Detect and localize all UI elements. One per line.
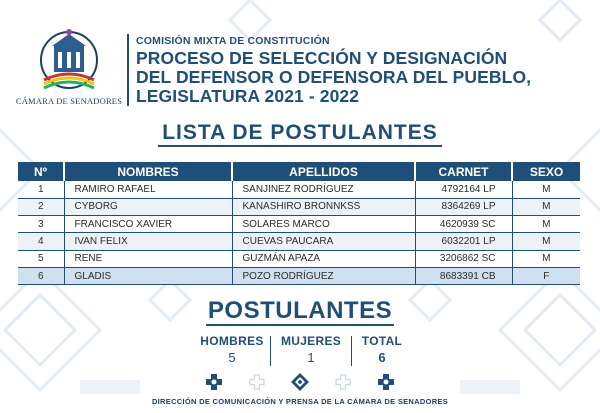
logo-caption: CÁMARA DE SENADORES bbox=[15, 96, 123, 106]
title-line: DEL DEFENSOR O DEFENSORA DEL PUEBLO, bbox=[136, 67, 532, 87]
count-label: TOTAL bbox=[361, 334, 403, 348]
column-header-number: Nº bbox=[18, 162, 64, 181]
summary-counts bbox=[190, 334, 420, 370]
table-row bbox=[18, 250, 580, 267]
senate-logo bbox=[14, 24, 124, 108]
table-row bbox=[18, 181, 580, 198]
cell-carnet: 6032201 LP bbox=[415, 233, 512, 250]
decorative-icons-row bbox=[0, 372, 600, 392]
column-header-carnet: CARNET bbox=[415, 162, 512, 181]
count-divider bbox=[351, 336, 352, 366]
andean-cross-light-icon bbox=[336, 375, 350, 389]
footer-credit: DIRECCIÓN DE COMUNICACIÓN Y PRENSA DE LA CÁMARA DE SENADORES bbox=[151, 397, 449, 406]
cell-sexo: M bbox=[512, 233, 580, 250]
cell-nombres: RENE bbox=[64, 250, 232, 267]
cell-sexo: F bbox=[512, 267, 580, 284]
count-value: 5 bbox=[228, 350, 236, 365]
andean-cross-light-icon bbox=[250, 375, 264, 389]
cell-carnet: 8364269 LP bbox=[415, 198, 512, 215]
title-line: LEGISLATURA 2021 - 2022 bbox=[136, 86, 360, 106]
cell-apellidos: CUEVAS PAUCARA bbox=[232, 233, 415, 250]
cell-apellidos: POZO RODRÍGUEZ bbox=[232, 267, 415, 284]
count-mujeres bbox=[276, 334, 346, 365]
cell-apellidos: KANASHIRO BRONNKSS bbox=[232, 198, 415, 215]
cell-carnet: 4792164 LP bbox=[415, 181, 512, 198]
senate-building-icon bbox=[14, 24, 124, 96]
cell-number: 5 bbox=[18, 250, 64, 267]
count-label: MUJERES bbox=[280, 334, 342, 348]
page-title bbox=[136, 49, 596, 106]
cell-carnet: 4620939 SC bbox=[415, 216, 512, 233]
summary-heading-text: POSTULANTES bbox=[207, 297, 393, 324]
cell-carnet: 8683391 CB bbox=[415, 267, 512, 284]
count-value: 6 bbox=[378, 350, 386, 365]
cell-number: 6 bbox=[18, 267, 64, 284]
count-label: HOMBRES bbox=[200, 334, 264, 348]
commission-name: COMISIÓN MIXTA DE CONSTITUCIÓN bbox=[136, 35, 330, 47]
cell-nombres: CYBORG bbox=[64, 198, 232, 215]
cell-apellidos: GUZMÁN APAZA bbox=[232, 250, 415, 267]
cell-nombres: GLADIS bbox=[64, 267, 232, 284]
title-line: PROCESO DE SELECCIÓN Y DESIGNACIÓN bbox=[136, 48, 508, 68]
cell-sexo: M bbox=[512, 216, 580, 233]
wiphala-emblem-icon bbox=[291, 373, 309, 391]
list-heading bbox=[0, 121, 600, 145]
cell-apellidos: SANJINEZ RODRÍGUEZ bbox=[232, 181, 415, 198]
cell-number: 4 bbox=[18, 233, 64, 250]
cell-number: 1 bbox=[18, 181, 64, 198]
table-row bbox=[18, 233, 580, 250]
header-divider bbox=[127, 34, 129, 106]
count-value: 1 bbox=[307, 350, 315, 365]
cell-nombres: FRANCISCO XAVIER bbox=[64, 216, 232, 233]
cell-number: 3 bbox=[18, 216, 64, 233]
summary-heading bbox=[0, 297, 600, 325]
cell-sexo: M bbox=[512, 181, 580, 198]
andean-cross-icon bbox=[378, 374, 394, 390]
cell-sexo: M bbox=[512, 250, 580, 267]
cell-nombres: RAMIRO RAFAEL bbox=[64, 181, 232, 198]
cell-number: 2 bbox=[18, 198, 64, 215]
count-divider bbox=[270, 336, 271, 366]
cell-carnet: 3206862 SC bbox=[415, 250, 512, 267]
andean-cross-icon bbox=[206, 374, 222, 390]
count-hombres bbox=[194, 334, 270, 365]
table-row bbox=[18, 216, 580, 233]
column-header-apellidos: APELLIDOS bbox=[232, 162, 415, 181]
column-header-nombres: NOMBRES bbox=[64, 162, 232, 181]
applicants-table bbox=[18, 162, 580, 285]
table-row bbox=[18, 198, 580, 215]
title-block bbox=[136, 35, 596, 106]
cell-sexo: M bbox=[512, 198, 580, 215]
count-total bbox=[356, 334, 408, 365]
table-header-row bbox=[18, 162, 580, 181]
cell-nombres: IVAN FELIX bbox=[64, 233, 232, 250]
header bbox=[0, 0, 600, 124]
column-header-sexo: SEXO bbox=[529, 164, 564, 179]
list-heading-text: LISTA DE POSTULANTES bbox=[158, 121, 442, 147]
table-row bbox=[18, 267, 580, 284]
cell-apellidos: SOLARES MARCO bbox=[232, 216, 415, 233]
